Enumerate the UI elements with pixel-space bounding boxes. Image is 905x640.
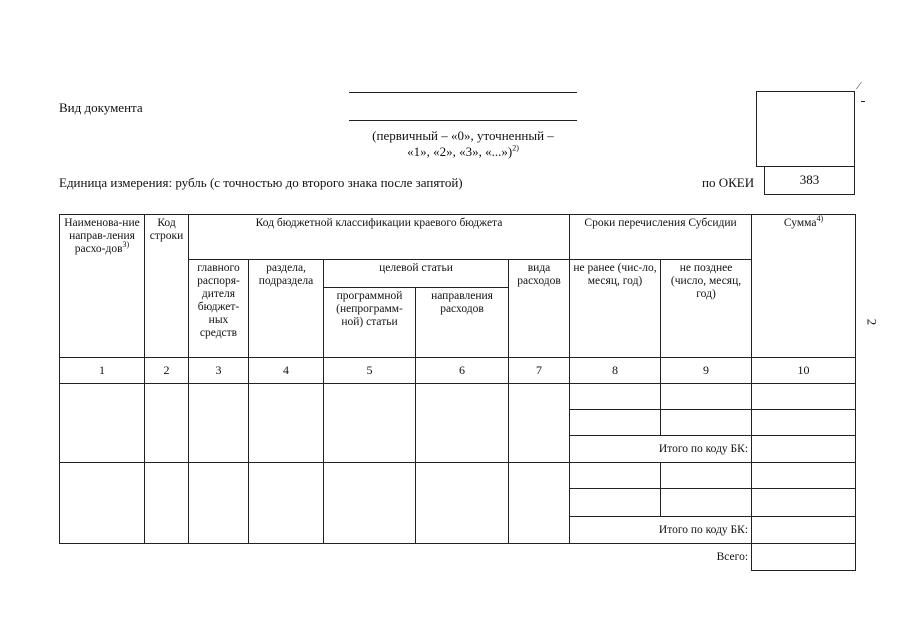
data-cell[interactable] [570,384,661,410]
header-target-group: целевой статьи [324,260,509,288]
subtotal-value-1[interactable] [752,436,856,463]
okei-label: по ОКЕИ [702,175,755,190]
header-not-before: не ранее (чис-ло, месяц, год) [570,260,661,358]
total-label: Всего: [60,544,752,571]
data-cell[interactable] [249,463,324,544]
header-name-sup: 3) [122,240,130,250]
data-cell[interactable] [752,410,856,436]
doc-type-code-box[interactable] [756,91,855,167]
col-number-7: 7 [509,358,570,384]
data-cell[interactable] [661,489,752,517]
header-program: программной (непрограмм-ной) статьи [324,288,416,358]
data-cell[interactable] [189,384,249,463]
header-section: раздела, подраздела [249,260,324,358]
header-name-text: Наименова-ние направ-ления расхо-дов [64,217,140,255]
data-cell[interactable] [416,463,509,544]
data-cell[interactable] [249,384,324,463]
header-code: Код строки [145,215,189,358]
col-number-2: 2 [145,358,189,384]
data-cell[interactable] [416,384,509,463]
col-number-9: 9 [661,358,752,384]
doc-type-hint-line2 [340,144,586,160]
data-cell[interactable] [509,384,570,463]
data-cell[interactable] [189,463,249,544]
data-cell[interactable] [570,410,661,436]
data-cell[interactable] [661,410,752,436]
data-cell[interactable] [60,384,145,463]
header-sum [752,215,856,358]
header-terms-group: Сроки перечисления Субсидии [570,215,752,260]
data-cell[interactable] [145,384,189,463]
subtotal-label-2: Итого по коду БК: [570,517,752,544]
okei-value: 383 [799,172,820,187]
doc-type-line-top [349,92,577,93]
margin-mark-2 [861,101,865,102]
doc-type-line-bottom [349,120,577,121]
data-cell[interactable] [752,463,856,489]
data-cell[interactable] [661,384,752,410]
doc-type-hint-line1: (первичный – «0», уточненный – [372,128,554,143]
data-cell[interactable] [145,463,189,544]
col-number-1: 1 [60,358,145,384]
col-number-5: 5 [324,358,416,384]
budget-table [59,214,856,571]
subtotal-value-2[interactable] [752,517,856,544]
col-number-8: 8 [570,358,661,384]
data-cell[interactable] [752,384,856,410]
header-kind: вида расходов [509,260,570,358]
subtotal-label-1: Итого по коду БК: [570,436,752,463]
header-main-manager: главного распоря-дителя бюджет-ных средств [189,260,249,358]
header-name [60,215,145,358]
data-cell[interactable] [509,463,570,544]
data-cell[interactable] [60,463,145,544]
header-direction: направления расходов [416,288,509,358]
data-cell[interactable] [661,463,752,489]
col-number-10: 10 [752,358,856,384]
data-cell[interactable] [752,489,856,517]
data-cell[interactable] [324,463,416,544]
doc-type-hint-line2-text: «1», «2», «3», «...») [407,144,513,159]
data-cell[interactable] [570,463,661,489]
doc-type-hint-sup: 2) [512,143,519,153]
header-sum-sup: 4) [816,214,824,224]
header-sum-text: Сумма [783,217,817,229]
header-bk-group: Код бюджетной классификации краевого бюджета [189,215,570,260]
page-number: 2 [864,318,880,326]
col-number-4: 4 [249,358,324,384]
col-number-6: 6 [416,358,509,384]
doc-type-hint [340,128,586,160]
data-cell[interactable] [324,384,416,463]
col-number-3: 3 [189,358,249,384]
data-cell[interactable] [570,489,661,517]
header-not-later: не позднее (число, месяц, год) [661,260,752,358]
margin-mark-1: ⁄ [858,80,860,92]
unit-label: Единица измерения: рубль (с точностью до второго знака после запятой) [59,175,463,190]
total-value[interactable] [752,544,856,571]
doc-type-label: Вид документа [59,100,143,115]
